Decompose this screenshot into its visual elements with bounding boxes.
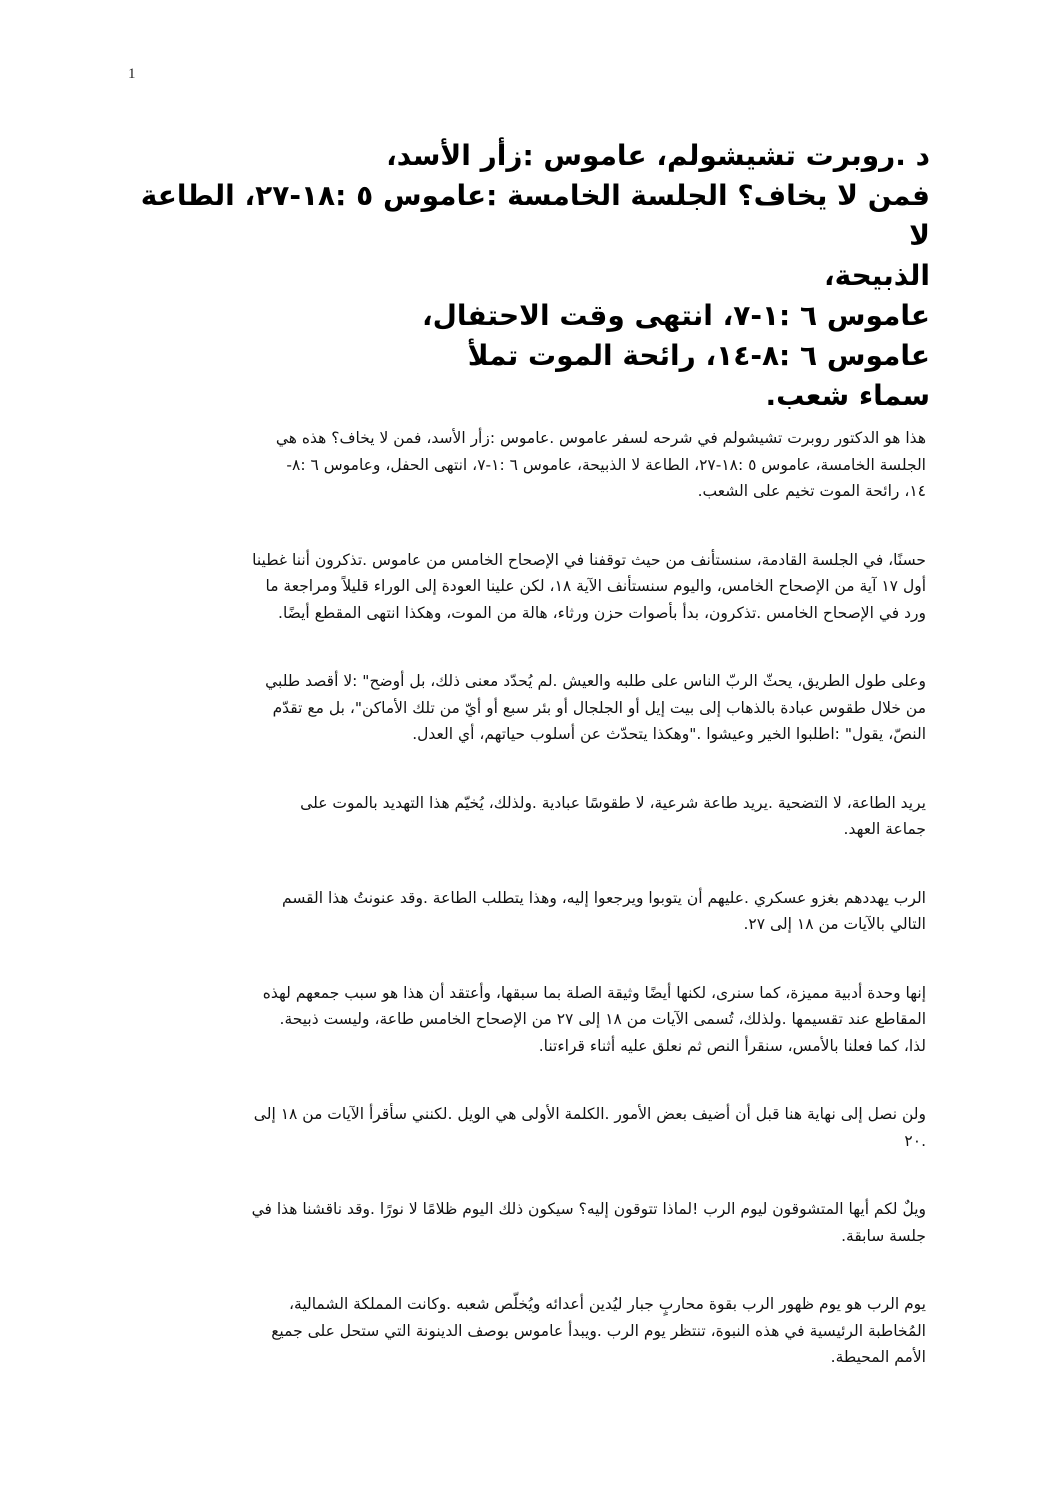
paragraph-line: الرب يهددهم بغزو عسكري .عليهم أن يتوبوا ويرجعوا إليه، وهذا يتطلب الطاعة .وقد عنونتُ هذا القسم xyxy=(282,888,926,907)
title-line: فمن لا يخاف؟ الجلسة الخامسة :عاموس ٥ :١٨-٢٧، الطاعة لا xyxy=(140,179,930,252)
title-line: سماء شعب. xyxy=(765,379,930,412)
paragraph-line: المقاطع عند تقسيمها .ولذلك، تُسمى الآيات من ١٨ إلى ٢٧ من الإصحاح الخامس طاعة، وليست ذبيحة. xyxy=(279,1010,926,1028)
paragraph-line: النصّ، يقول" :اطلبوا الخير وعيشوا ."وهكذا يتحدّث عن أسلوب حياتهم، أي العدل. xyxy=(412,725,926,743)
paragraph xyxy=(166,1101,926,1154)
paragraph-line: جماعة العهد. xyxy=(843,820,926,838)
paragraph-line: ورد في الإصحاح الخامس .تذكرون، بدأ بأصوات حزن ورثاء، هالة من الموت، وهكذا انتهى المقطع أيضًا. xyxy=(278,603,926,622)
title-line: د .روبرت تشيشولم، عاموس :زأر الأسد، xyxy=(386,139,930,172)
paragraph-line: المُخاطبة الرئيسية في هذه النبوة، تنتظر يوم الرب .ويبدأ عاموس بوصف الدينونة التي ستحل على جميع xyxy=(271,1321,926,1340)
paragraph-line: حسنًا، في الجلسة القادمة، سنستأنف من حيث توقفنا في الإصحاح الخامس من عاموس .تذكرون أننا غطينا xyxy=(252,550,926,569)
paragraph-line: يريد الطاعة، لا التضحية .يريد طاعة شرعية، لا طقوسًا عبادية .ولذلك، يُخيّم هذا التهديد بالموت على xyxy=(300,793,926,812)
paragraph xyxy=(166,547,926,627)
paragraph-line: وعلى طول الطريق، يحثّ الربّ الناس على طلبه والعيش .لم يُحدّد معنى ذلك، بل أوضح" :لا أقصد طلبي xyxy=(265,672,926,690)
paragraph-line: جلسة سابقة. xyxy=(841,1226,926,1245)
paragraph-line: يوم الرب هو يوم ظهور الرب بقوة محاربٍ جبار ليُدين أعدائه ويُخلّص شعبه .وكانت المملكة الشمالية، xyxy=(289,1295,926,1313)
paragraph-line: من خلال طقوس عبادة بالذهاب إلى بيت إيل أو الجلجال أو بئر سبع أو أيّ من تلك الأماكن"، بل مع تقدّم xyxy=(272,698,926,717)
paragraph xyxy=(166,885,926,938)
paragraph-line: ٢٠. xyxy=(904,1131,926,1150)
paragraph-intro xyxy=(166,425,926,505)
paragraph-line: إنها وحدة أدبية مميزة، كما سنرى، لكنها أيضًا وثيقة الصلة بما سبقها، وأعتقد أن هذا هو سبب جمعهم لهذه xyxy=(262,983,926,1002)
page-number: 1 xyxy=(128,66,136,82)
paragraph-line: ويلٌ لكم أيها المتشوقون ليوم الرب !لماذا تتوقون إليه؟ سيكون ذلك اليوم ظلامًا لا نورًا .وقد ناقشنا هذا في xyxy=(251,1200,926,1218)
paragraph xyxy=(166,790,926,843)
paragraph-line: الأمم المحيطة. xyxy=(830,1348,926,1366)
paragraph xyxy=(166,1196,926,1249)
paragraph-line: لذا، كما فعلنا بالأمس، سنقرأ النص ثم نعلق عليه أثناء قراءتنا. xyxy=(538,1036,926,1055)
paragraph-line: التالي بالآيات من ١٨ إلى ٢٧. xyxy=(743,915,926,933)
paragraph-line: أول ١٧ آية من الإصحاح الخامس، واليوم سنستأنف الآية ١٨، لكن علينا العودة إلى الوراء قليلاً ومراجعة ما xyxy=(265,577,926,595)
title-line: الذبيحة، xyxy=(823,259,930,292)
title-line: عاموس ٦ :٨-١٤، رائحة الموت تملأ xyxy=(467,339,930,372)
paragraph-line: ١٤، رائحة الموت تخيم على الشعب. xyxy=(697,482,926,500)
document-title xyxy=(130,136,930,416)
paragraph-line: هذا هو الدكتور روبرت تشيشولم في شرحه لسفر عاموس .عاموس :زأر الأسد، فمن لا يخاف؟ هذه هي xyxy=(275,429,926,447)
paragraph xyxy=(166,1291,926,1371)
paragraph xyxy=(166,980,926,1060)
document-body xyxy=(166,425,926,1413)
paragraph-line: ولن نصل إلى نهاية هنا قبل أن أضيف بعض الأمور .الكلمة الأولى هي الويل .لكنني سأقرأ الآيات من ١٨ إلى xyxy=(253,1105,926,1123)
paragraph-line: الجلسة الخامسة، عاموس ٥ :١٨-٢٧، الطاعة لا الذبيحة، عاموس ٦ :١-٧، انتهى الحفل، وعاموس ٦ :٨- xyxy=(286,455,926,474)
title-line: عاموس ٦ :١-٧، انتهى وقت الاحتفال، xyxy=(421,299,930,332)
paragraph xyxy=(166,668,926,748)
